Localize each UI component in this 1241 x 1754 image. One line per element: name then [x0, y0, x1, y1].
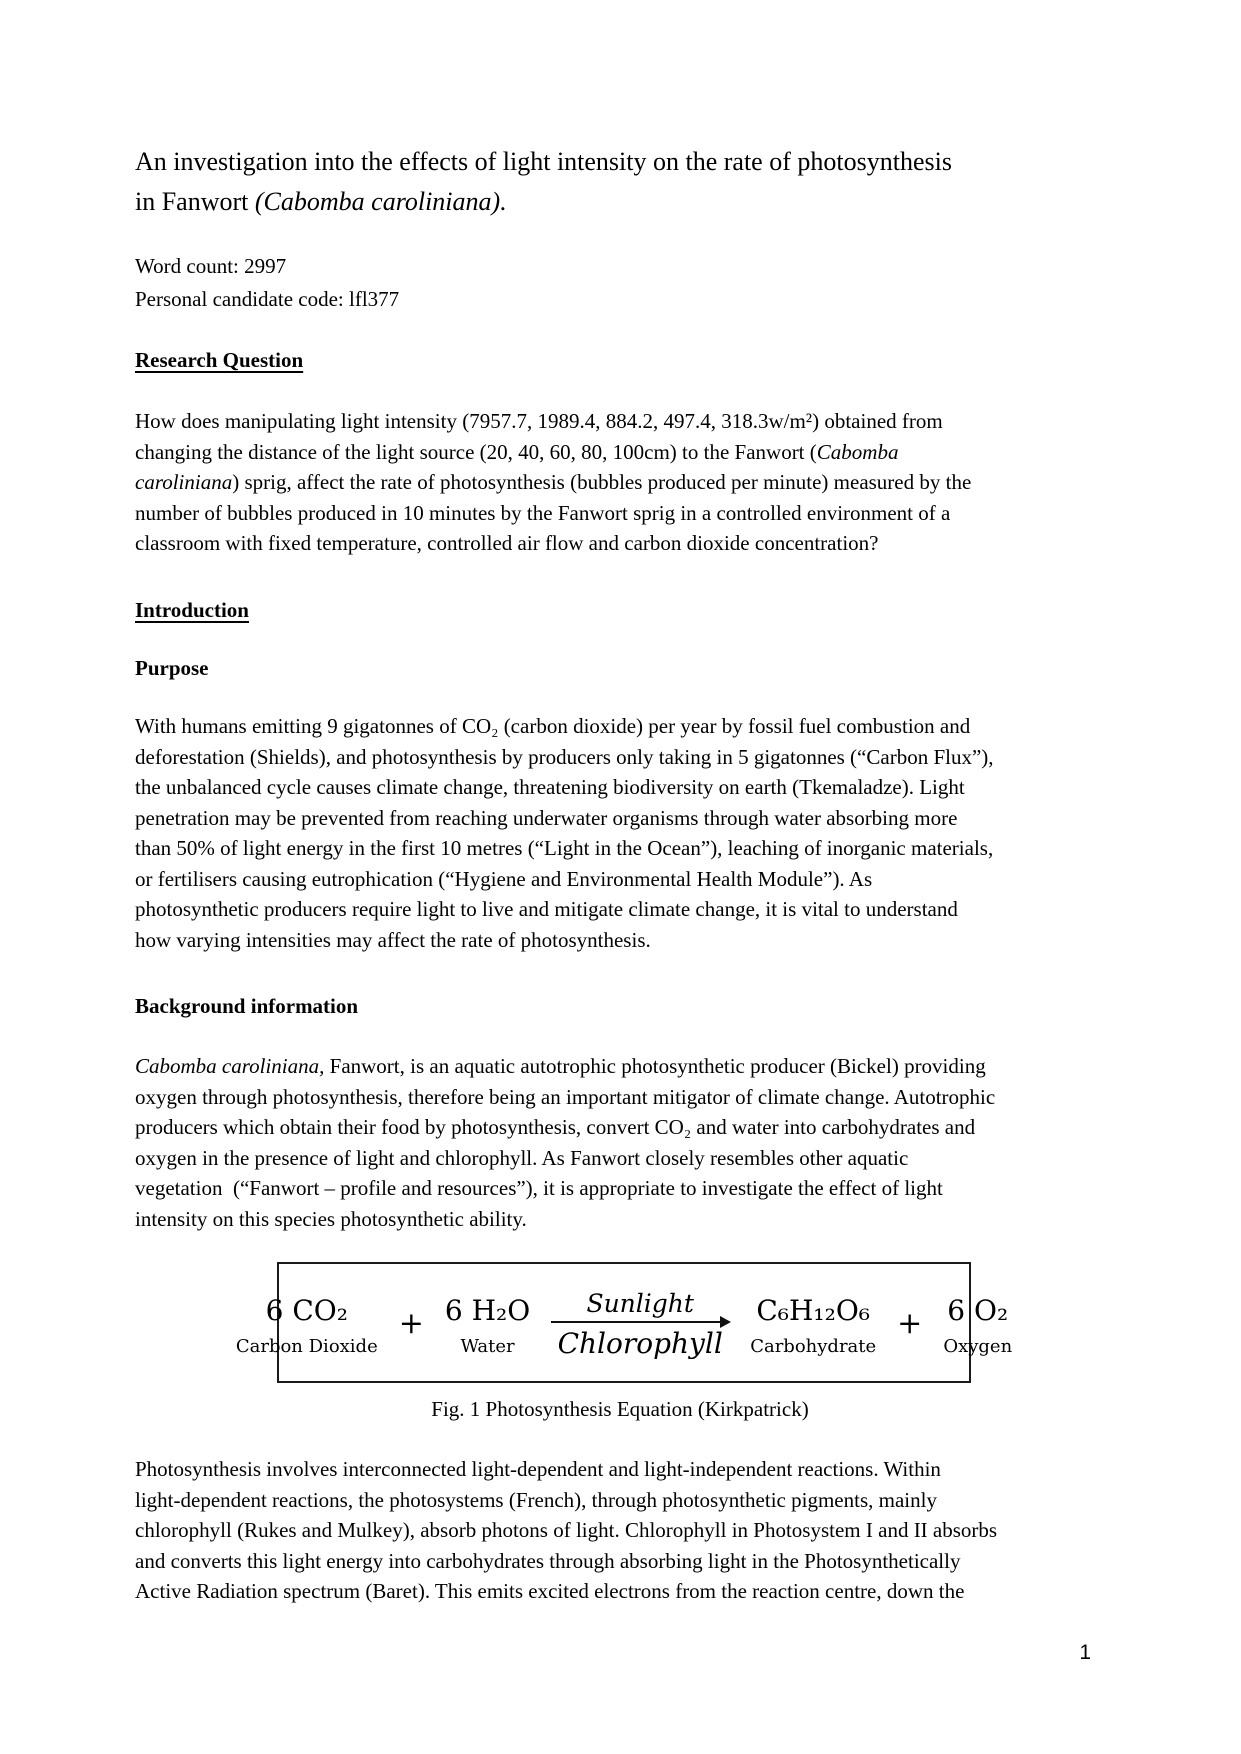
reaction-arrow-icon [551, 1321, 729, 1323]
label-carbon-dioxide: Carbon Dioxide [235, 1336, 378, 1357]
formula-o2: 6 O₂ [947, 1294, 1009, 1327]
reaction-conditions [551, 1291, 729, 1358]
label-carbohydrate: Carbohydrate [750, 1336, 877, 1357]
paragraph-purpose: With humans emitting 9 gigatonnes of CO₂ (carbon dioxide) per year by fossil fuel combustion and deforestation (Shields), and photosynthesis by producers only taking in 5 gigatonnes (“Carbon Flux”), the unbalanced cycle causes climate change, threatening biodiversity on earth (Tkemaladze). Light penetration may be prevented from reaching underwater organisms through water absorbing more than 50% of light energy in the first 10 metres (“Light in the Ocean”), leaching of inorganic materials, or fertilisers causing eutrophication (“Hygiene and Environmental Health Module”). As photosynthetic producers require light to live and mitigate climate change, it is vital to understand how varying intensities may affect the rate of photosynthesis. [135, 714, 994, 952]
formula-h2o: 6 H₂O [444, 1294, 531, 1327]
label-water: Water [460, 1336, 515, 1357]
label-oxygen: Oxygen [943, 1336, 1013, 1357]
condition-chlorophyll: Chlorophyll [557, 1327, 723, 1360]
heading-purpose: Purpose [135, 656, 209, 680]
formula-co2: 6 CO₂ [265, 1294, 348, 1327]
photosynthesis-equation-figure [235, 1262, 1013, 1383]
figure-caption: Fig. 1 Photosynthesis Equation (Kirkpatrick) [431, 1397, 809, 1421]
plus-sign: + [897, 1306, 923, 1341]
word-count: Word count: 2997 [135, 254, 287, 278]
candidate-code: Personal candidate code: lfl377 [135, 287, 400, 311]
equation-term-water [444, 1294, 531, 1357]
paragraph-background-information: Cabomba caroliniana, Fanwort, is an aquatic autotrophic photosynthetic producer (Bickel) providing oxygen through photosynthesis, therefore being an important mitigator of climate change. Autotrophic producers which obtain their food by photosynthesis, convert CO₂ and water into carbohydrates and oxygen in the presence of light and chlorophyll. As Fanwort closely resembles other aquatic vegetation (“Fanwort – profile and resources”), it is appropriate to investigate the effect of light intensity on this species photosynthetic ability. [135, 1054, 996, 1231]
document-meta [135, 250, 399, 316]
document-title: An investigation into the effects of light intensity on the rate of photosynthesis in Fanwort (Cabomba caroliniana). [135, 147, 952, 216]
heading-background-information: Background information [135, 994, 359, 1018]
formula-c6h12o6: C₆H₁₂O₆ [756, 1294, 871, 1327]
condition-sunlight: Sunlight [586, 1289, 694, 1318]
photosynthesis-equation [235, 1264, 1013, 1360]
equation-term-oxygen [943, 1294, 1013, 1357]
paragraph-research-question: How does manipulating light intensity (7957.7, 1989.4, 884.2, 497.4, 318.3w/m²) obtained from changing the distance of the light source (20, 40, 60, 80, 100cm) to the Fanwort (Cabomba caroliniana) sprig, affect the rate of photosynthesis (bubbles produced per minute) measured by the number of bubbles produced in 10 minutes by the Fanwort sprig in a controlled environment of a classroom with fixed temperature, controlled air flow and carbon dioxide concentration? [135, 409, 972, 555]
plus-sign: + [398, 1306, 424, 1341]
heading-introduction: Introduction [135, 598, 249, 622]
page-number: 1 [1079, 1641, 1091, 1664]
heading-research-question: Research Question [135, 348, 304, 372]
equation-term-carbon-dioxide [235, 1294, 378, 1357]
equation-term-carbohydrate [750, 1294, 877, 1357]
paragraph-photosynthesis-reactions: Photosynthesis involves interconnected light-dependent and light-independent reactions. Within light-dependent reactions, the photosystems (French), through photosynthetic pigments, mainly chlorophyll (Rukes and Mulkey), absorb photons of light. Chlorophyll in Photosystem I and II absorbs and converts this light energy into carbohydrates through absorbing light in the Photosynthetically Active Radiation spectrum (Baret). This emits excited electrons from the reaction centre, down the [135, 1457, 998, 1603]
